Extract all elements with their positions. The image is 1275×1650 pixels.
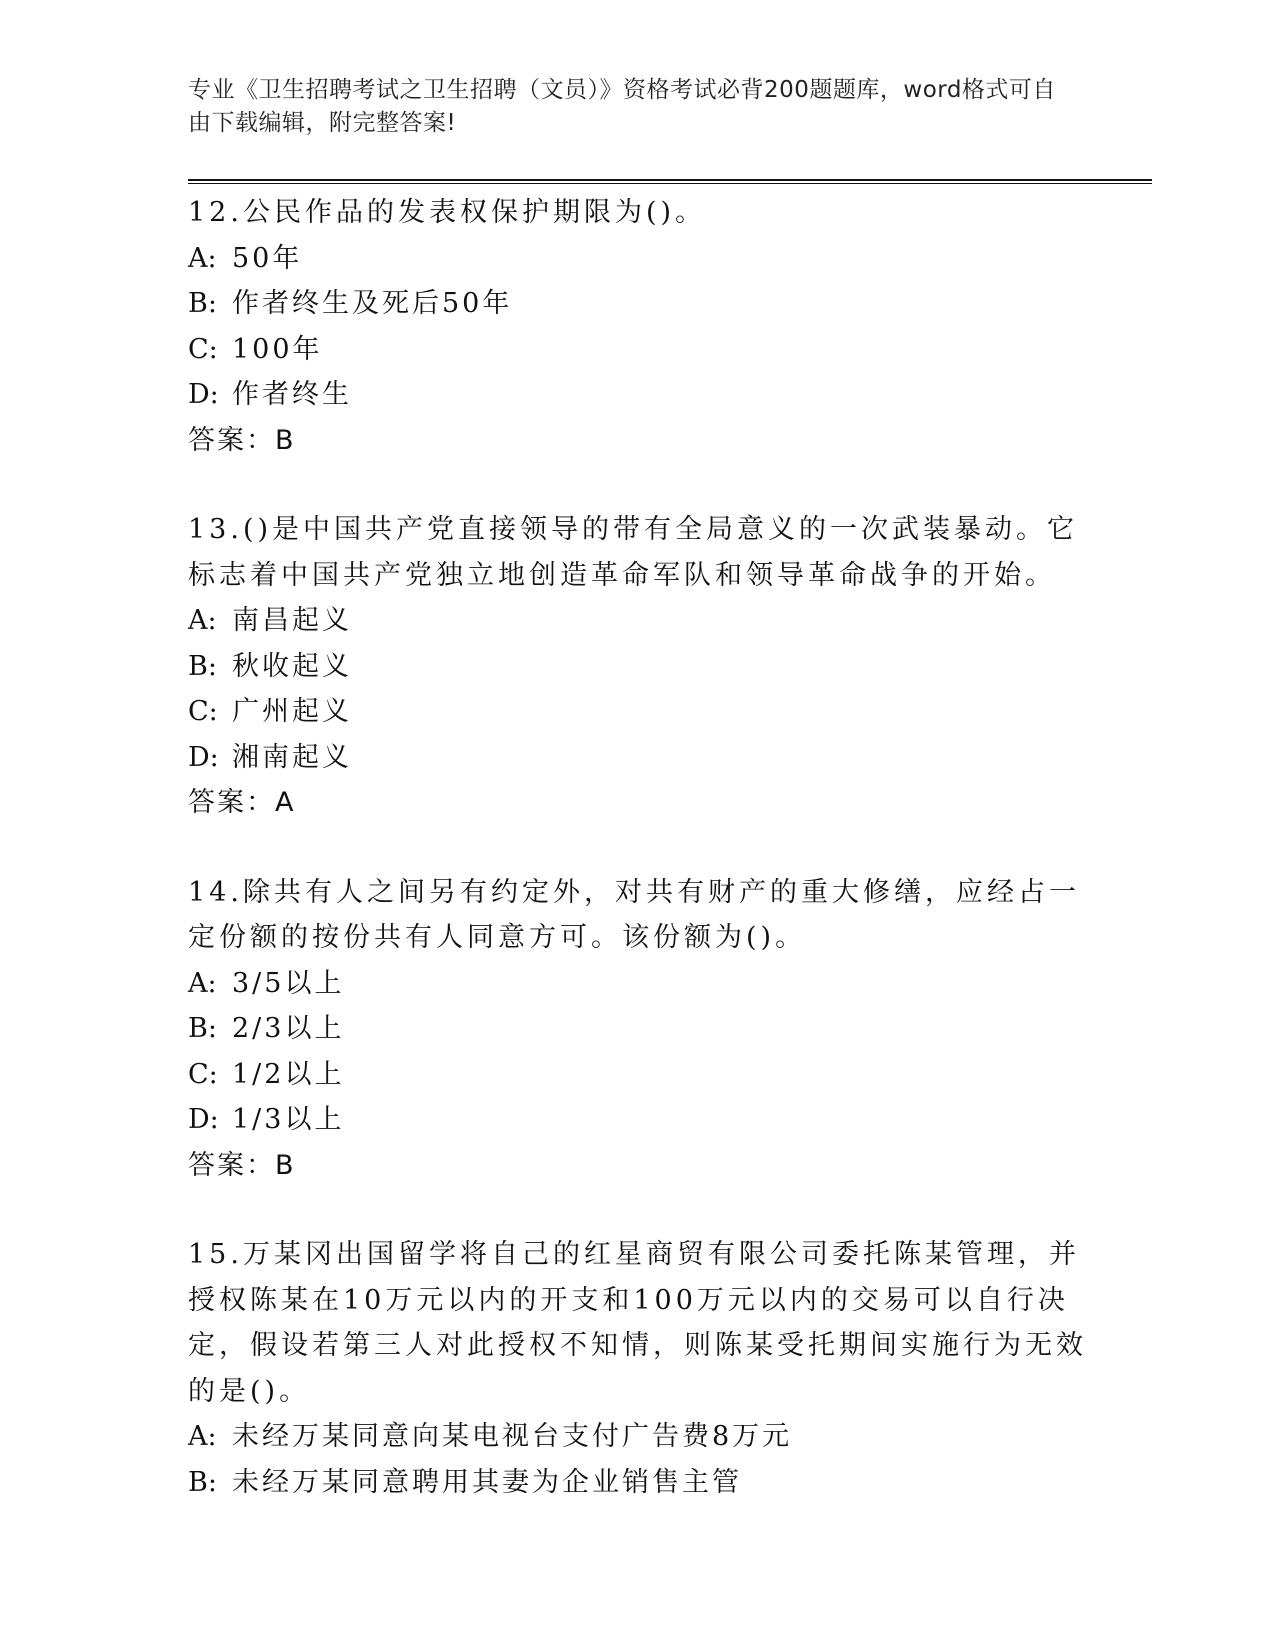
- option-b: [188, 281, 1088, 327]
- option-text: 广州起义: [232, 696, 352, 727]
- option-c: [188, 327, 1088, 373]
- question-15: [188, 1232, 1088, 1505]
- option-text: 作者终生: [232, 379, 352, 410]
- option-b: [188, 644, 1088, 690]
- option-letter: B:: [188, 650, 217, 682]
- option-a: [188, 1414, 1088, 1460]
- option-letter: C:: [188, 333, 218, 365]
- question-text: 15.万某冈出国留学将自己的红星商贸有限公司委托陈某管理，并授权陈某在10万元以内的开支和100万元以内的交易可以自行决定，假设若第三人对此授权不知情，则陈某受托期间实施行为无效的是()。: [188, 1239, 1087, 1407]
- option-a: [188, 598, 1088, 644]
- header-divider-thick: [188, 179, 1152, 181]
- option-text: 未经万某同意聘用其妻为企业销售主管: [232, 1466, 742, 1498]
- option-c: [188, 1052, 1088, 1098]
- option-letter: C:: [188, 696, 218, 727]
- answer-line: 答案：A: [188, 787, 296, 818]
- option-letter: A:: [188, 967, 217, 999]
- option-letter: D:: [188, 741, 219, 773]
- question-14: [188, 870, 1088, 1189]
- option-text: 1/2以上: [232, 1058, 345, 1090]
- option-b: [188, 1460, 1088, 1506]
- option-letter: B:: [188, 288, 217, 319]
- option-a: [188, 961, 1088, 1007]
- option-text: 未经万某同意向某电视台支付广告费8万元: [232, 1421, 793, 1452]
- answer-line: 答案：B: [188, 1149, 296, 1181]
- option-d: [188, 372, 1088, 418]
- option-text: 1/3以上: [232, 1104, 345, 1135]
- question-text: 13.()是中国共产党直接领导的带有全局意义的一次武装暴动。它标志着中国共产党独立地创造革命军队和领导革命战争的开始。: [188, 514, 1079, 591]
- option-text: 湘南起义: [232, 741, 352, 773]
- option-text: 作者终生及死后50年: [232, 288, 513, 319]
- question-text: 12.公民作品的发表权保护期限为()。: [188, 197, 707, 228]
- option-b: [188, 1006, 1088, 1052]
- option-letter: B:: [188, 1013, 217, 1044]
- option-text: 南昌起义: [232, 605, 352, 636]
- option-letter: D:: [188, 379, 219, 410]
- option-a: [188, 236, 1088, 282]
- option-text: 3/5以上: [232, 967, 345, 999]
- option-c: [188, 689, 1088, 735]
- document-header: 专业《卫生招聘考试之卫生招聘（文员）》资格考试必背200题题库，word格式可自由下载编辑，附完整答案!: [188, 77, 1056, 136]
- header-divider-thin: [188, 183, 1152, 184]
- question-list: [188, 190, 1088, 1549]
- option-text: 50年: [232, 242, 303, 274]
- option-letter: A:: [188, 242, 217, 274]
- option-text: 2/3以上: [232, 1013, 345, 1044]
- option-letter: A:: [188, 605, 217, 636]
- option-letter: A:: [188, 1421, 217, 1452]
- answer-line: 答案：B: [188, 424, 296, 456]
- option-text: 秋收起义: [232, 650, 352, 682]
- option-letter: B:: [188, 1466, 217, 1498]
- option-d: [188, 1097, 1088, 1143]
- option-letter: C:: [188, 1058, 218, 1090]
- question-text: 14.除共有人之间另有约定外，对共有财产的重大修缮，应经占一定份额的按份共有人同意方可。该份额为()。: [188, 876, 1080, 953]
- question-13: [188, 507, 1088, 826]
- question-12: [188, 190, 1088, 463]
- option-d: [188, 735, 1088, 781]
- option-text: 100年: [232, 333, 323, 365]
- option-letter: D:: [188, 1104, 219, 1135]
